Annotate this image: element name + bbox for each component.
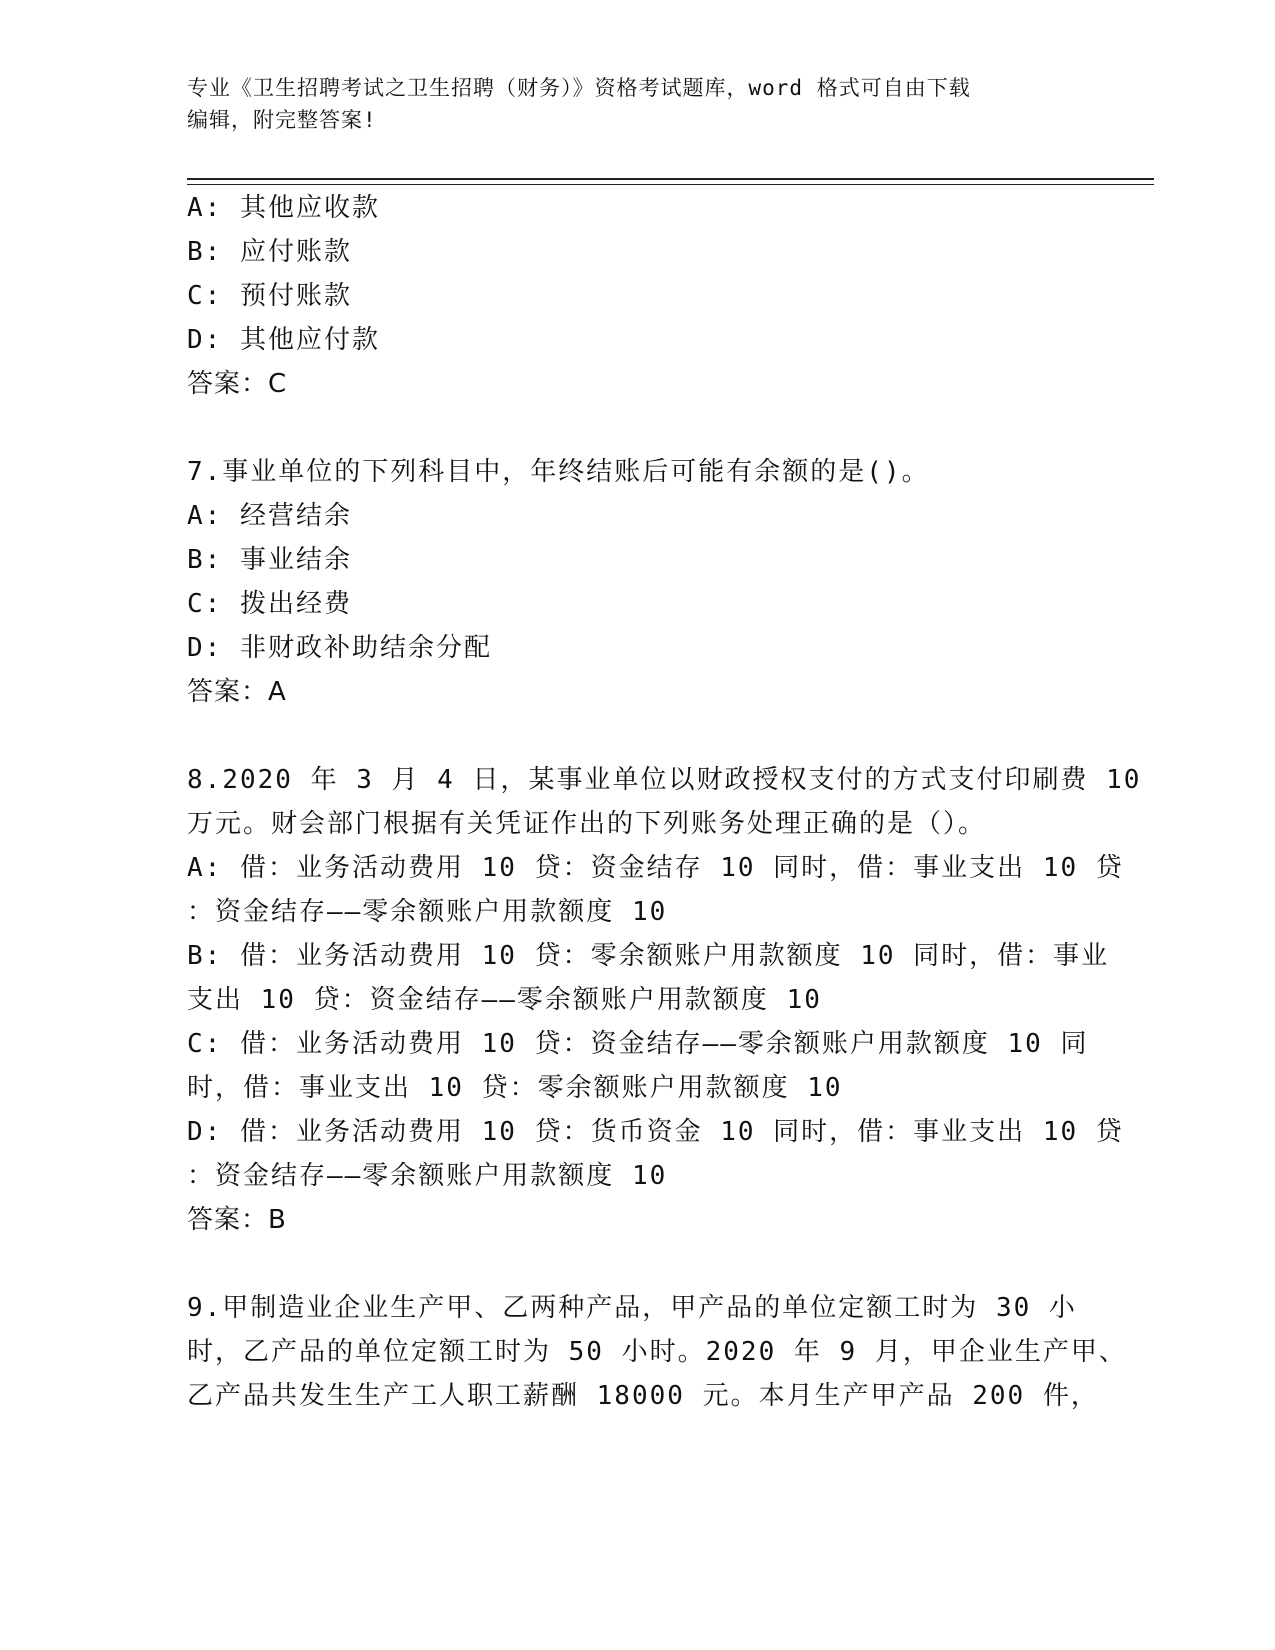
q7-answer: 答案：A: [187, 677, 287, 707]
q8-line: 万元。财会部门根据有关凭证作出的下列账务处理正确的是（）。: [187, 809, 987, 839]
q7-option-d: D: 非财政补助结余分配: [187, 633, 492, 663]
q9-line: 9.甲制造业企业生产甲、乙两种产品，甲产品的单位定额工时为 30 小: [187, 1293, 1077, 1323]
q6-option-b: B: 应付账款: [187, 237, 352, 267]
q6-answer: 答案：C: [187, 369, 288, 399]
document-header: [187, 72, 1087, 136]
header-line-1: 专业《卫生招聘考试之卫生招聘（财务）》资格考试题库，word 格式可自由下载: [187, 76, 971, 100]
q7-option-c: C: 拨出经费: [187, 589, 352, 619]
q8-line: C: 借：业务活动费用 10 贷：资金结存——零余额账户用款额度 10 同: [187, 1029, 1089, 1059]
header-line-2: 编辑，附完整答案!: [187, 108, 377, 132]
q8-line: B: 借：业务活动费用 10 贷：零余额账户用款额度 10 同时，借：事业: [187, 941, 1110, 971]
q8-line: ：资金结存——零余额账户用款额度 10: [187, 897, 668, 927]
q9-line: 乙产品共发生生产工人职工薪酬 18000 元。本月生产甲产品 200 件，: [187, 1381, 1099, 1411]
q8-line: ：资金结存——零余额账户用款额度 10: [187, 1161, 668, 1191]
q8-line: A: 借：业务活动费用 10 贷：资金结存 10 同时，借：事业支出 10 贷: [187, 853, 1124, 883]
q6-option-c: C: 预付账款: [187, 281, 352, 311]
q7-option-b: B: 事业结余: [187, 545, 352, 575]
q8-line: D: 借：业务活动费用 10 贷：货币资金 10 同时，借：事业支出 10 贷: [187, 1117, 1124, 1147]
q6-option-d: D: 其他应付款: [187, 325, 380, 355]
q8-answer: 答案：B: [187, 1205, 287, 1235]
q9-line: 时，乙产品的单位定额工时为 50 小时。2020 年 9 月，甲企业生产甲、: [187, 1337, 1127, 1367]
q8-line: 8.2020 年 3 月 4 日，某事业单位以财政授权支付的方式支付印刷费 10: [187, 765, 1142, 795]
q7-option-a: A: 经营结余: [187, 501, 352, 531]
q8-line: 时，借：事业支出 10 贷：零余额账户用款额度 10: [187, 1073, 843, 1103]
q7-question: 7.事业单位的下列科目中，年终结账后可能有余额的是()。: [187, 457, 930, 487]
header-rule-thick: [187, 178, 1154, 180]
q6-option-a: A: 其他应收款: [187, 193, 380, 223]
header-rule-thin: [187, 184, 1154, 185]
q8-line: 支出 10 贷：资金结存——零余额账户用款额度 10: [187, 985, 822, 1015]
